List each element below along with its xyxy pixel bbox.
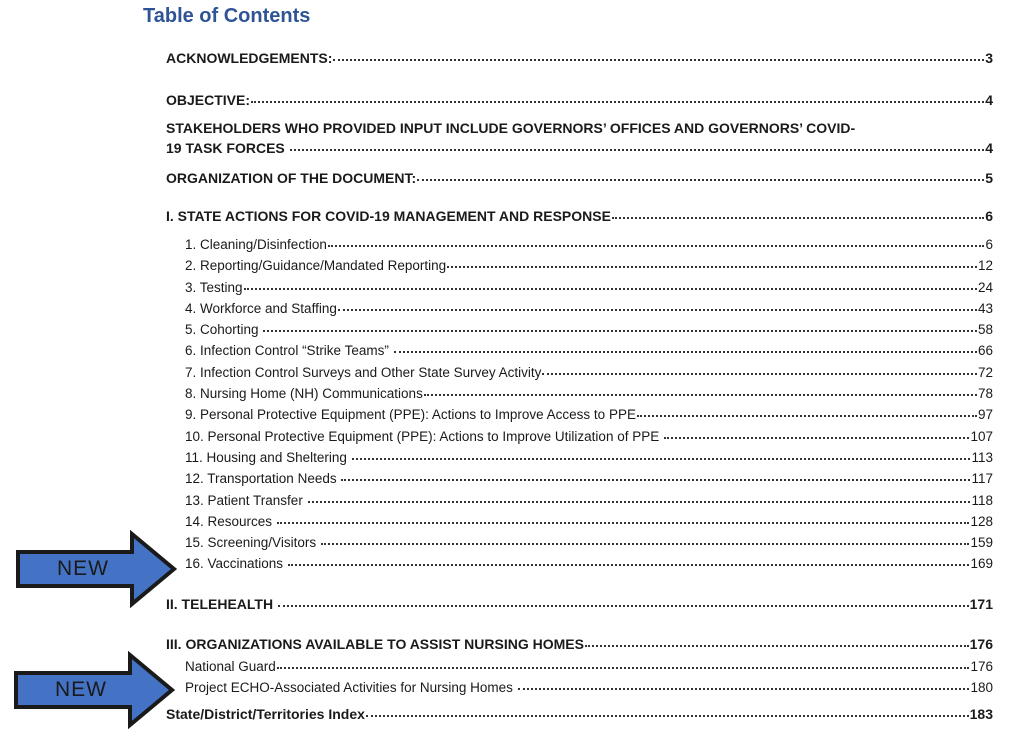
toc-entry-label: 19 TASK FORCES — [166, 140, 289, 156]
toc-entry-page: 97 — [977, 407, 993, 423]
dot-leader — [321, 543, 970, 545]
toc-entry-page: 113 — [971, 449, 993, 465]
toc-entry-label: 15. Screening/Visitors — [185, 535, 320, 551]
toc-entry-label: ACKNOWLEDGEMENTS: — [166, 50, 333, 66]
toc-entry-page: 176 — [969, 635, 993, 652]
dot-leader — [251, 101, 984, 103]
dot-leader — [338, 309, 977, 311]
toc-entry-page: 6 — [985, 237, 993, 252]
toc-entry-page: 4 — [985, 92, 993, 108]
toc-entry-page: 180 — [970, 680, 993, 696]
toc-entry-label: 10. Personal Protective Equipment (PPE): Actions to Improve Utilization of PPE — [185, 428, 663, 444]
toc-entry-transportation-needs[interactable] — [166, 468, 993, 489]
toc-entry-acknowledgements[interactable] — [166, 48, 993, 68]
toc-entry-label: 3. Testing — [185, 279, 243, 295]
toc-entry-organization[interactable] — [166, 168, 993, 188]
toc-entry-national-guard[interactable] — [166, 656, 993, 677]
dot-leader — [664, 437, 969, 439]
toc-entry-state-district-territories-index[interactable] — [166, 704, 993, 724]
toc-entry-strike-teams[interactable] — [166, 340, 993, 361]
toc-entry-section-3-organizations[interactable] — [166, 634, 993, 654]
table-of-contents — [166, 42, 993, 724]
toc-entry-label: 8. Nursing Home (NH) Communications — [185, 386, 423, 402]
toc-entry-section-2-telehealth[interactable] — [166, 594, 993, 614]
dot-leader — [352, 458, 971, 460]
dot-leader — [612, 217, 984, 219]
new-badge-label: NEW — [55, 678, 107, 701]
toc-entry-label: OBJECTIVE: — [166, 92, 251, 108]
toc-entry-reporting-guidance[interactable] — [166, 255, 993, 276]
toc-entry-label: 14. Resources — [185, 513, 276, 529]
toc-entry-vaccinations[interactable] — [166, 553, 993, 574]
toc-entry-page: 3 — [985, 50, 993, 66]
toc-entry-label: 5. Cohorting — [185, 322, 263, 338]
toc-entry-page: 159 — [970, 535, 993, 551]
new-annotation-arrow-vaccinations — [14, 529, 178, 609]
toc-entry-label: Project ECHO-Associated Activities for Nursing Homes — [185, 680, 517, 696]
toc-entry-label: 7. Infection Control Surveys and Other State Survey Activity — [185, 364, 542, 380]
toc-entry-page: 12 — [977, 258, 993, 274]
toc-entry-label: I. STATE ACTIONS FOR COVID-19 MANAGEMENT AND RESPONSE — [166, 208, 611, 224]
dot-leader — [278, 605, 969, 607]
dot-leader — [277, 522, 970, 524]
new-annotation-arrow-project-echo — [12, 650, 176, 730]
toc-entry-workforce-staffing[interactable] — [166, 298, 993, 319]
dot-leader — [333, 59, 984, 61]
toc-entry-label: 11. Housing and Sheltering — [185, 449, 351, 465]
dot-leader — [366, 715, 969, 717]
toc-entry-page: 183 — [969, 706, 993, 723]
toc-entry-housing-sheltering[interactable] — [166, 447, 993, 468]
toc-entry-page: 118 — [971, 492, 993, 508]
toc-entry-label: State/District/Territories Index — [166, 706, 365, 723]
dot-leader — [447, 266, 977, 268]
toc-entry-page: 5 — [985, 170, 993, 186]
toc-entry-page: 4 — [985, 140, 993, 156]
dot-leader — [518, 688, 970, 690]
toc-entry-stakeholders-line2[interactable] — [166, 138, 993, 158]
toc-entry-label: 12. Transportation Needs — [185, 471, 341, 487]
toc-entry-testing[interactable] — [166, 277, 993, 298]
toc-entry-section-1-state-actions[interactable] — [166, 206, 993, 226]
dot-leader — [341, 479, 970, 481]
dot-leader — [263, 330, 977, 332]
toc-entry-nh-communications[interactable] — [166, 383, 993, 404]
toc-entry-label: 13. Patient Transfer — [185, 492, 307, 508]
dot-leader — [394, 351, 977, 353]
toc-entry-ppe-utilization[interactable] — [166, 426, 993, 447]
dot-leader — [308, 501, 971, 503]
toc-entry-label: 2. Reporting/Guidance/Mandated Reporting — [185, 258, 447, 274]
toc-entry-page: 176 — [970, 658, 993, 674]
page-title: Table of Contents — [143, 5, 311, 27]
toc-entry-ppe-access[interactable] — [166, 404, 993, 425]
toc-entry-page: 169 — [970, 556, 993, 572]
toc-entry-label: 9. Personal Protective Equipment (PPE): Actions to Improve Access to PPE — [185, 407, 636, 423]
toc-entry-page: 171 — [969, 595, 993, 612]
toc-entry-patient-transfer[interactable] — [166, 490, 993, 511]
toc-entry-page: 6 — [985, 208, 993, 224]
toc-entry-infection-control-surveys[interactable] — [166, 362, 993, 383]
toc-entry-label: 4. Workforce and Staffing — [185, 300, 337, 316]
dot-leader — [244, 288, 977, 290]
toc-entry-cleaning-disinfection[interactable] — [166, 234, 993, 255]
toc-entry-resources[interactable] — [166, 511, 993, 532]
toc-entry-page: 117 — [971, 471, 993, 487]
toc-entry-page: 24 — [977, 279, 993, 295]
dot-leader — [290, 149, 985, 151]
toc-entry-cohorting[interactable] — [166, 319, 993, 340]
toc-entry-label: 6. Infection Control “Strike Teams” — [185, 343, 393, 359]
dot-leader — [277, 667, 970, 669]
toc-entry-label: National Guard — [185, 658, 276, 674]
toc-entry-objective[interactable] — [166, 90, 993, 110]
toc-entry-stakeholders-line1[interactable] — [166, 118, 993, 138]
toc-entry-label: 16. Vaccinations — [185, 556, 287, 572]
dot-leader — [585, 645, 969, 647]
dot-leader — [542, 373, 977, 375]
dot-leader — [637, 415, 977, 417]
toc-entry-label: ORGANIZATION OF THE DOCUMENT: — [166, 170, 417, 186]
toc-entry-page: 72 — [977, 364, 993, 380]
toc-entry-label: 1. Cleaning/Disinfection — [185, 237, 327, 252]
toc-entry-project-echo[interactable] — [166, 677, 993, 698]
toc-entry-page: 43 — [977, 300, 993, 316]
dot-leader — [417, 179, 984, 181]
toc-entry-page: 58 — [977, 322, 993, 338]
toc-entry-label: STAKEHOLDERS WHO PROVIDED INPUT INCLUDE GOVERNORS’ OFFICES AND GOVERNORS’ COVID- — [166, 120, 856, 136]
toc-entry-label: III. ORGANIZATIONS AVAILABLE TO ASSIST NURSING HOMES — [166, 635, 584, 652]
toc-entry-page: 78 — [977, 386, 993, 402]
toc-entry-label: II. TELEHEALTH — [166, 595, 277, 612]
toc-entry-page: 107 — [970, 428, 993, 444]
new-badge-label: NEW — [57, 557, 109, 580]
dot-leader — [424, 394, 977, 396]
toc-entry-page: 66 — [977, 343, 993, 359]
toc-entry-page: 128 — [970, 513, 993, 529]
toc-entry-screening-visitors[interactable] — [166, 532, 993, 553]
dot-leader — [288, 564, 970, 566]
dot-leader — [328, 245, 985, 247]
